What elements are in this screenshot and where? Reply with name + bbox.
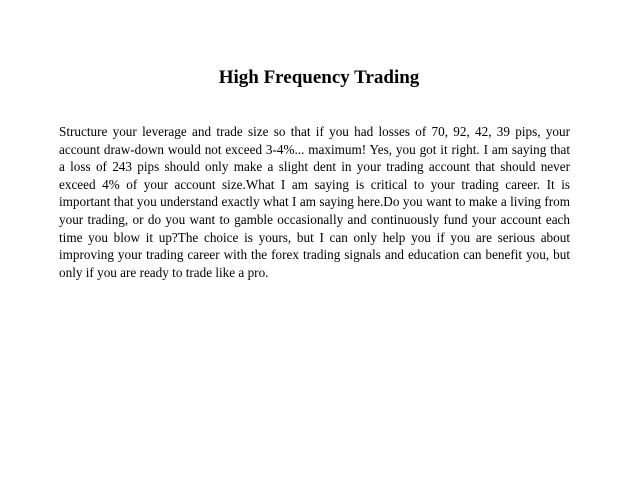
slide-title: High Frequency Trading <box>218 67 420 88</box>
slide-body-text: Structure your leverage and trade size so that if you had losses of 70, 92, 42, 39 pips, your account draw-down would not exceed 3-4%... maximum! Yes, you got it right. I am saying that a loss of 243 pips should only make a slight dent in your trading account that should never exceed 4% of your account size.What I am saying is critical to your trading career. It is important that you understand exactly what I am saying here.Do you want to make a living from your trading, or do you want to gamble occasionally and continuously fund your account each time you blow it up?The choice is yours, but I can only help you if you are serious about improving your trading career with the forex trading signals and education can benefit you, but only if you are ready to trade like a pro. <box>59 124 570 280</box>
